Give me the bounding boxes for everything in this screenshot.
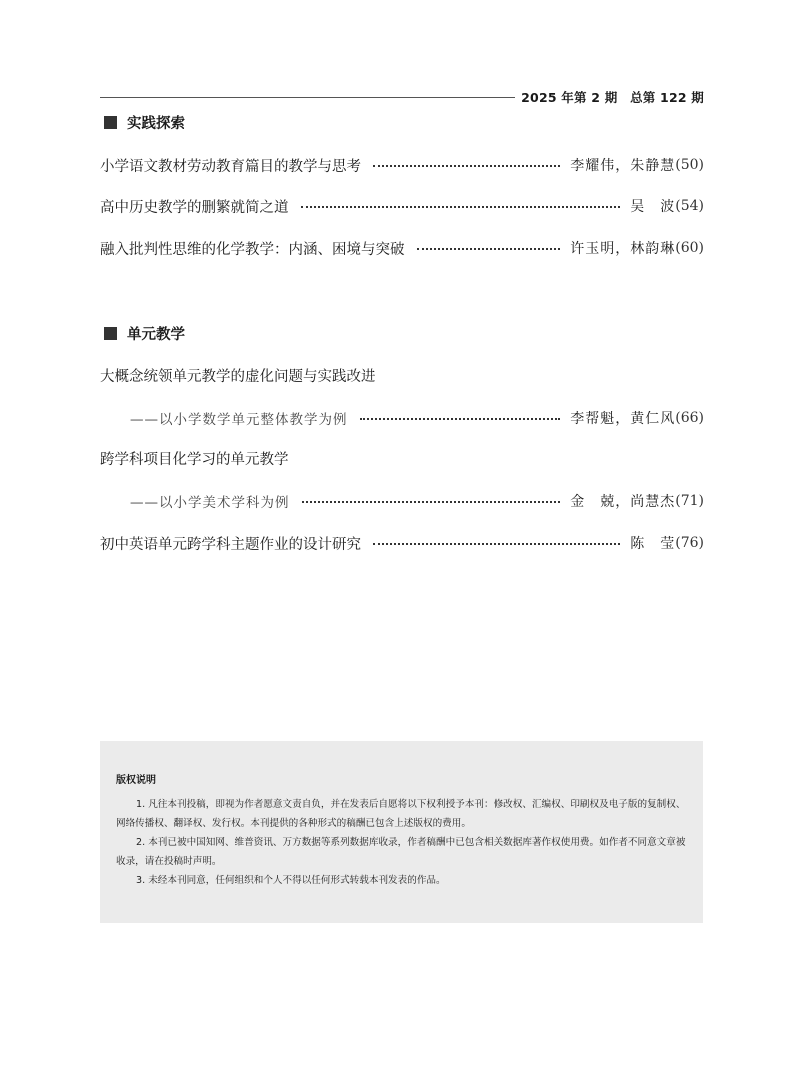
copyright-item: 3. 未经本刊同意，任何组织和个人不得以任何形式转载本刊发表的作品。 (136, 875, 446, 886)
article-title: 初中英语单元跨学科主题作业的设计研究 (100, 536, 361, 553)
article-subtitle: ——以小学美术学科为例 (130, 495, 290, 511)
copyright-notice (100, 741, 703, 923)
article-title: 小学语文教材劳动教育篇目的教学与思考 (100, 158, 361, 175)
article-title[interactable]: 跨学科项目化学习的单元教学 (100, 452, 289, 468)
leader-dots (302, 501, 561, 503)
toc-entry[interactable] (100, 533, 704, 553)
section-square-icon (104, 327, 117, 340)
leader-dots (373, 543, 620, 545)
copyright-heading: 版权说明 (116, 775, 156, 786)
section-square-icon (104, 116, 117, 129)
page-number: (54) (675, 198, 704, 214)
article-subtitle: ——以小学数学单元整体教学为例 (130, 412, 348, 428)
toc-entry[interactable] (100, 196, 704, 216)
page-number: (60) (675, 240, 704, 256)
section-heading-practice (104, 113, 185, 131)
section-title: 实践探索 (127, 115, 185, 132)
leader-dots (373, 165, 560, 167)
page-header (100, 88, 704, 106)
leader-dots (417, 248, 561, 250)
article-title: 融入批判性思维的化学教学：内涵、困境与突破 (100, 241, 405, 258)
article-authors: 吴 波 (630, 199, 676, 215)
section-title: 单元教学 (127, 326, 185, 343)
copyright-item: 2. 本刊已被中国知网、维普资讯、万方数据等系列数据库收录，作者稿酬中已包含相关数据库著作权使用费。如作者不同意文章被收录，请在投稿时声明。 (116, 837, 686, 867)
toc-entry[interactable] (100, 155, 704, 175)
article-authors: 李耀伟，朱静慧 (570, 158, 676, 174)
article-title: 高中历史教学的删繁就简之道 (100, 199, 289, 216)
toc-entry[interactable] (100, 238, 704, 258)
toc-entry[interactable] (100, 408, 704, 428)
leader-dots (360, 418, 561, 420)
article-title[interactable]: 大概念统领单元教学的虚化问题与实践改进 (100, 369, 376, 385)
leader-dots (301, 206, 621, 208)
article-authors: 金 兢，尚慧杰 (570, 494, 676, 510)
section-heading-unit-teaching (104, 324, 185, 342)
copyright-item: 1. 凡往本刊投稿，即视为作者愿意文责自负，并在发表后自愿将以下权利授予本刊：修改权、汇编权、印刷权及电子版的复制权、网络传播权、翻译权、发行权。本刊提供的各种形式的稿酬已包含上述版权的费用。 (116, 799, 686, 829)
toc-entry[interactable] (100, 491, 704, 511)
page-number: (66) (675, 410, 704, 426)
header-rule (100, 97, 515, 98)
page-number: (71) (675, 493, 704, 509)
page-number: (50) (675, 157, 704, 173)
article-authors: 陈 莹 (630, 536, 676, 552)
article-authors: 李帮魁，黄仁风 (570, 411, 676, 427)
page-number: (76) (675, 535, 704, 551)
article-authors: 许玉明，林韵琳 (570, 241, 676, 257)
issue-info: 2025 年第 2 期 总第 122 期 (521, 90, 704, 105)
